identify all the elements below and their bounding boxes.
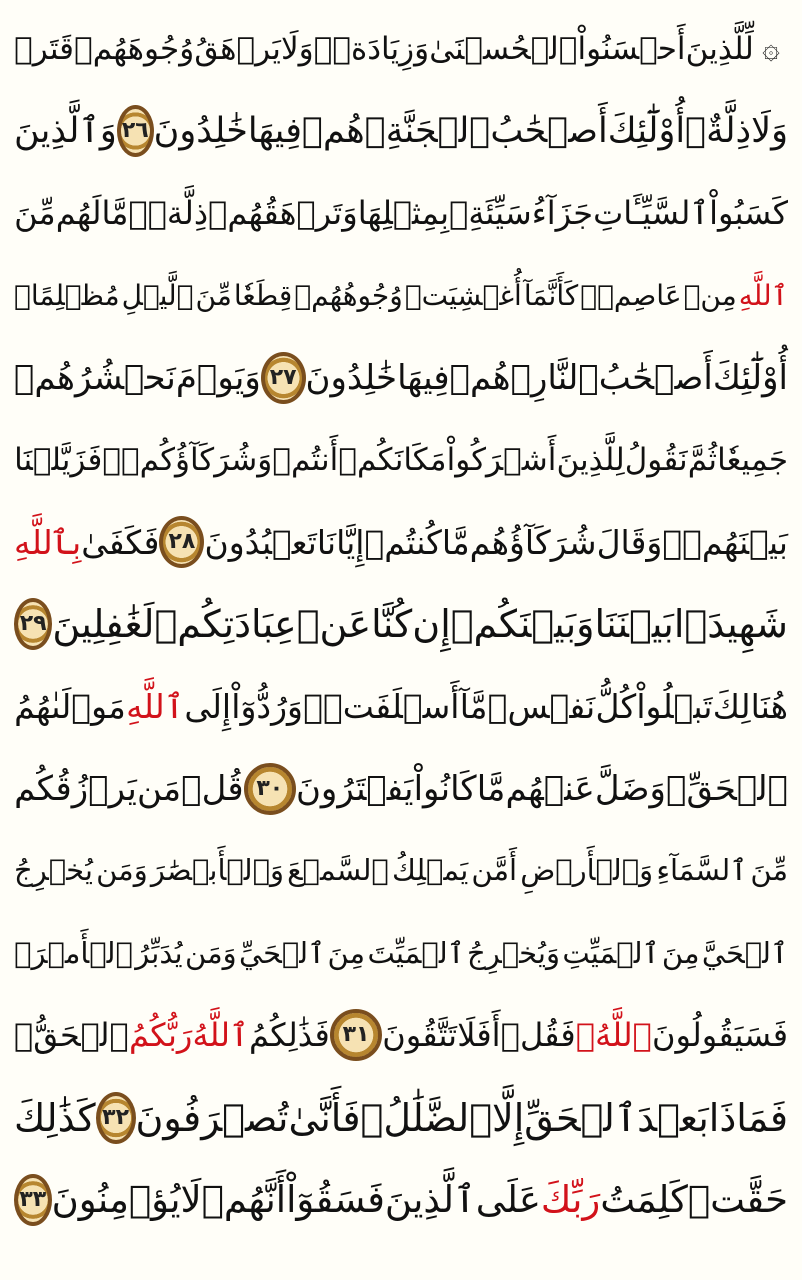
word: أَصۡحَٰبُ bbox=[490, 110, 608, 151]
word: تُصۡرَفُونَ bbox=[135, 1095, 289, 1140]
word: إِلَّا bbox=[492, 1095, 525, 1140]
verse-number-icon: ٣٠ bbox=[244, 763, 296, 815]
word: هُمۡ bbox=[449, 357, 511, 398]
word: ٱلۡحَيَّ bbox=[701, 935, 788, 970]
word: وَمَن bbox=[185, 935, 237, 970]
word: تَعۡبُدُونَ bbox=[204, 522, 317, 562]
text-line bbox=[14, 255, 788, 337]
verse-number-icon: ٣١ bbox=[330, 1009, 382, 1061]
word: مِنۡ bbox=[683, 278, 737, 312]
word: إِن bbox=[412, 602, 451, 647]
word: يَرۡهَقُ bbox=[194, 30, 281, 67]
word: أَشۡرَكُواْ bbox=[446, 441, 557, 478]
word: مَّآ bbox=[459, 687, 488, 727]
word: مِنَ bbox=[661, 935, 700, 970]
word: مِّنَ bbox=[750, 853, 788, 888]
word: عَاصِمٖۖ bbox=[580, 278, 682, 312]
word: ٱلسَّمۡعَ bbox=[287, 853, 389, 888]
verse-number-icon: ٢٩ bbox=[14, 598, 52, 650]
word: يَرۡزُقُكُم bbox=[14, 768, 137, 809]
word: وَلَا bbox=[751, 110, 788, 151]
word: مَكَانَكُمۡ bbox=[338, 441, 447, 478]
text-line bbox=[14, 90, 788, 172]
word: وَيُخۡرِجُ bbox=[467, 935, 560, 970]
word: مِّنَ bbox=[14, 194, 56, 233]
word: يَمۡلِكُ bbox=[391, 853, 469, 888]
word: لَغَٰفِلِينَ bbox=[52, 602, 155, 647]
word: عَنۡهُم bbox=[505, 768, 595, 809]
word: ذِلَّةٌۚ bbox=[685, 110, 752, 151]
word: مَوۡلَىٰهُمُ bbox=[14, 687, 126, 727]
word: شُرَكَآؤُهُم bbox=[469, 522, 597, 562]
word: ٱلۡمَيِّتَ bbox=[367, 935, 465, 970]
word: ٱلۡحَقِّۖ bbox=[666, 768, 788, 809]
divine-name-word: بِٱللَّهِ bbox=[14, 522, 82, 562]
word: مُظۡلِمًاۚ bbox=[14, 278, 120, 312]
word: وَيَوۡمَ bbox=[175, 357, 261, 398]
word: أَحۡسَنُواْ bbox=[577, 30, 686, 67]
word: ٱلۡحَيِّ bbox=[238, 935, 326, 970]
divine-name-word: رَبِّكَ bbox=[540, 1178, 601, 1222]
word: فَسَقُوٓاْ bbox=[286, 1178, 385, 1222]
word: أُغۡشِيَتۡ bbox=[404, 278, 522, 312]
text-line bbox=[14, 583, 788, 665]
word: قَتَرٞ bbox=[14, 30, 74, 67]
word: سَيِّئَةِۭ bbox=[449, 194, 532, 233]
word: إِيَّانَا bbox=[316, 522, 365, 562]
divine-name-word: ٱللَّهِ bbox=[126, 687, 185, 727]
word: مِّنَ bbox=[195, 278, 232, 312]
word: ٱلۡجَنَّةِۖ bbox=[364, 110, 491, 151]
word: تَتَّقُونَ bbox=[382, 1016, 458, 1055]
word: أَصۡحَٰبُ bbox=[598, 357, 713, 398]
word: أَفَلَا bbox=[457, 1016, 501, 1055]
word: ٱلَّيۡلِ bbox=[121, 278, 194, 312]
word: نَفۡسٖ bbox=[487, 687, 596, 727]
word: ٱلۡحَقِّ bbox=[524, 1095, 638, 1140]
word: لِلَّذِينَ bbox=[556, 441, 625, 478]
word: وَٱلۡأَبۡصَٰرَ bbox=[150, 853, 284, 888]
word: وَلَا bbox=[281, 30, 314, 67]
word: يُؤۡمِنُونَ bbox=[51, 1178, 181, 1222]
text-line bbox=[14, 172, 788, 254]
word: وَٱلۡأَرۡضِ bbox=[520, 853, 654, 888]
word: وَرُدُّوٓاْ bbox=[231, 687, 303, 727]
word: كَانُواْ bbox=[413, 768, 477, 809]
word: وَتَرۡهَقُهُمۡ bbox=[208, 194, 358, 233]
word: ثُمَّ bbox=[687, 441, 718, 478]
word: وُجُوهَهُمۡ bbox=[74, 30, 195, 67]
divine-name-word: رَبُّكُمُ bbox=[128, 1016, 193, 1055]
word: تَبۡلُواْ bbox=[636, 687, 713, 727]
word: ٱلسَّمَآءِ bbox=[656, 853, 748, 888]
word: خَٰلِدُونَ bbox=[153, 110, 248, 151]
word: وَمَن bbox=[96, 853, 148, 888]
word: عَلَى bbox=[475, 1178, 541, 1222]
word: لِّلَّذِينَ bbox=[685, 30, 754, 67]
word: وَشُرَكَآؤُكُمۡۚ bbox=[102, 441, 273, 478]
word: يَفۡتَرُونَ bbox=[295, 768, 414, 809]
text-line bbox=[14, 501, 788, 583]
word: كَلِمَتُ bbox=[600, 1178, 688, 1222]
word: ٱلنَّارِۖ bbox=[510, 357, 599, 398]
word: وَٱلَّذِينَ bbox=[14, 110, 117, 151]
word: مَن bbox=[136, 768, 182, 809]
word: عَنۡ bbox=[296, 602, 372, 647]
word: أَمَّن bbox=[471, 853, 518, 888]
word: مَّا bbox=[101, 194, 129, 233]
verse-number-icon: ٢٦ bbox=[117, 105, 154, 157]
divine-name-word: ٱللَّهُ bbox=[192, 1016, 249, 1055]
word: وَبَيۡنَكُمۡ bbox=[450, 602, 595, 647]
word: فَقُلۡ bbox=[500, 1016, 576, 1055]
word: نَقُولُ bbox=[624, 441, 688, 478]
word: كُنَّا bbox=[371, 602, 413, 647]
word: ٱلۡمَيِّتِ bbox=[562, 935, 660, 970]
word: لَهُم bbox=[55, 194, 102, 233]
word: أَنتُمۡ bbox=[272, 441, 339, 478]
word: ٱلضَّلَٰلُۖ bbox=[360, 1095, 493, 1140]
word: مِنَ bbox=[327, 935, 366, 970]
text-line bbox=[14, 337, 788, 419]
text-line bbox=[14, 830, 788, 912]
word: كُنتُمۡ bbox=[364, 522, 442, 562]
word: قُلۡ bbox=[181, 768, 244, 809]
word: مَّا bbox=[441, 522, 470, 562]
word: كَسَبُواْ bbox=[709, 194, 788, 233]
text-line bbox=[14, 666, 788, 748]
word: أُوْلَٰٓئِكَ bbox=[712, 357, 788, 398]
word: فِيهَا bbox=[247, 110, 302, 151]
word: وُجُوهُهُمۡ bbox=[294, 278, 403, 312]
word: أَنَّهُمۡ bbox=[201, 1178, 287, 1222]
verse-number-icon: ٣٢ bbox=[96, 1092, 136, 1144]
word: قِطَعٗا bbox=[233, 278, 293, 312]
text-line bbox=[14, 994, 788, 1076]
word: وَضَلَّ bbox=[594, 768, 666, 809]
word: جَمِيعٗا bbox=[717, 441, 788, 478]
word: فَسَيَقُولُونَ bbox=[652, 1016, 788, 1055]
word: وَزِيَادَةٞۖ bbox=[313, 30, 430, 67]
word: عِبَادَتِكُمۡ bbox=[154, 602, 297, 647]
word: نَحۡشُرُهُمۡ bbox=[14, 357, 176, 398]
word: لَا bbox=[180, 1178, 202, 1222]
word: ٱلۡحُسۡنَىٰ bbox=[429, 30, 578, 67]
word: فِيهَا bbox=[397, 357, 450, 398]
word: وَقَالَ bbox=[596, 522, 663, 562]
word: أُوْلَٰٓئِكَ bbox=[607, 110, 686, 151]
verse-number-icon: ٣٣ bbox=[14, 1174, 52, 1226]
word: فَمَاذَا bbox=[708, 1095, 788, 1140]
word: كُلُّ bbox=[595, 687, 637, 727]
word: فَأَنَّىٰ bbox=[288, 1095, 361, 1140]
word: يُخۡرِجُ bbox=[14, 853, 93, 888]
word: حَقَّتۡ bbox=[687, 1178, 788, 1222]
verse-number-icon: ٢٧ bbox=[261, 352, 306, 404]
word: بَيۡنَهُمۡۖ bbox=[662, 522, 788, 562]
hizb-quarter-icon: ۞ bbox=[762, 31, 780, 67]
word: بَيۡنَنَا bbox=[594, 602, 674, 647]
word: ٱلَّذِينَ bbox=[384, 1178, 476, 1222]
word: بَعۡدَ bbox=[637, 1095, 709, 1140]
divine-name-word: ٱللَّهُۚ bbox=[575, 1016, 652, 1055]
text-line bbox=[14, 1159, 788, 1241]
word: ٱلۡحَقُّۖ bbox=[14, 1016, 129, 1055]
word: ذِلَّةٞۖ bbox=[128, 194, 209, 233]
word: بِمِثۡلِهَا bbox=[357, 194, 450, 233]
text-line bbox=[14, 419, 788, 501]
word: هُنَالِكَ bbox=[712, 687, 788, 727]
text-line bbox=[14, 8, 788, 90]
word: شَهِيدَۢا bbox=[673, 602, 788, 647]
word: كَذَٰلِكَ bbox=[14, 1095, 96, 1140]
text-line bbox=[14, 912, 788, 994]
word: جَزَآءُ bbox=[531, 194, 594, 233]
text-line bbox=[14, 748, 788, 830]
word: هُمۡ bbox=[301, 110, 365, 151]
verse-number-icon: ٢٨ bbox=[159, 516, 204, 568]
word: يُدَبِّرُ bbox=[135, 935, 183, 970]
word: فَكَفَىٰ bbox=[81, 522, 160, 562]
divine-name-word: ٱللَّهِ bbox=[738, 278, 788, 312]
word: فَذَٰلِكُمُ bbox=[248, 1016, 330, 1055]
word: كَأَنَّمَآ bbox=[523, 278, 579, 312]
word: مَّا bbox=[476, 768, 506, 809]
text-line bbox=[14, 1076, 788, 1158]
word: خَٰلِدُونَ bbox=[305, 357, 398, 398]
word: فَزَيَّلۡنَا bbox=[14, 441, 103, 478]
word: أَسۡلَفَتۡۚ bbox=[303, 687, 460, 727]
word: ٱلۡأَمۡرَۚ bbox=[14, 935, 133, 970]
word: ٱلسَّيِّـَٔاتِ bbox=[593, 194, 710, 233]
word: إِلَى bbox=[184, 687, 232, 727]
